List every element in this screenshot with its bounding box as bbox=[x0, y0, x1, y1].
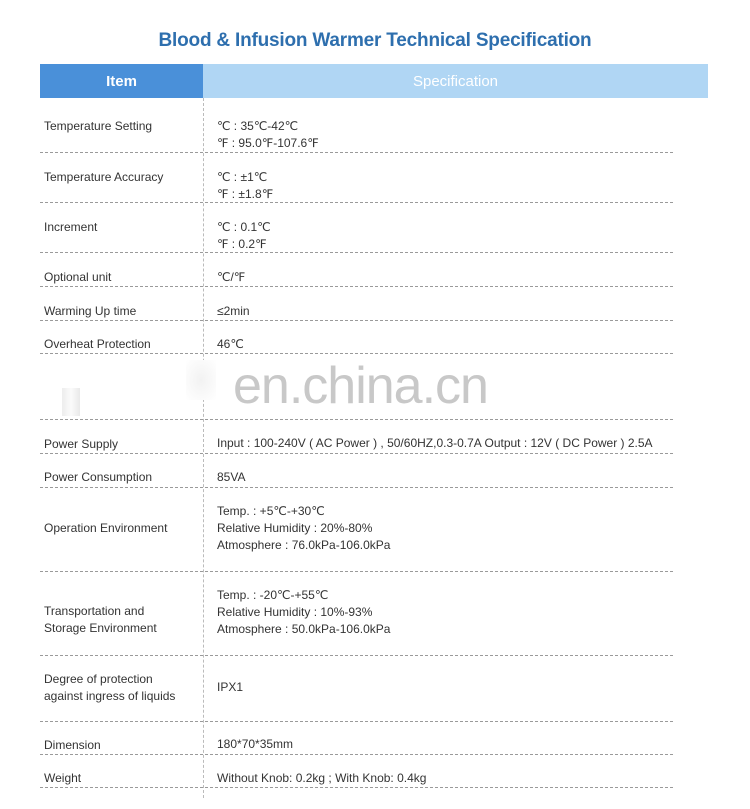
spec-value bbox=[217, 503, 390, 554]
spec-value-line: Temp. : +5℃-+30℃ bbox=[217, 504, 325, 518]
table-row bbox=[40, 754, 673, 788]
item-label bbox=[44, 671, 175, 705]
spec-value-line: Relative Humidity : 10%-93% bbox=[217, 605, 373, 619]
table-row bbox=[40, 98, 673, 153]
table-row bbox=[40, 152, 673, 203]
item-label bbox=[44, 336, 151, 353]
spec-value-line: Temp. : -20℃-+55℃ bbox=[217, 588, 329, 602]
table-row bbox=[40, 286, 673, 321]
spec-value bbox=[217, 679, 243, 696]
item-label-line: Operation Environment bbox=[44, 521, 168, 535]
item-label bbox=[44, 520, 167, 537]
item-label bbox=[44, 118, 152, 135]
item-label-line: Temperature Setting bbox=[44, 119, 153, 133]
spec-value-line: ℉ : 95.0℉-107.6℉ bbox=[217, 136, 319, 150]
watermark: en.china.cn bbox=[233, 357, 488, 415]
table-row bbox=[40, 453, 673, 488]
spec-value-line: 180*70*35mm bbox=[217, 737, 294, 751]
header-specification: Specification bbox=[203, 64, 708, 98]
item-label bbox=[44, 269, 111, 286]
spec-value-line: ℃ : 0.1℃ bbox=[217, 220, 271, 234]
spec-value-line: 85VA bbox=[217, 470, 246, 484]
spec-value-line: Atmosphere : 76.0kPa-106.0kPa bbox=[217, 538, 391, 552]
table-row bbox=[40, 487, 673, 572]
item-label bbox=[44, 469, 152, 486]
spec-value-line: ℉ : ±1.8℉ bbox=[217, 187, 274, 201]
table-row bbox=[40, 320, 673, 354]
header-item: Item bbox=[40, 64, 203, 98]
watermark-fragment bbox=[62, 388, 80, 416]
spec-value bbox=[217, 269, 245, 286]
spec-value bbox=[217, 736, 293, 753]
spec-value-line: Relative Humidity : 20%-80% bbox=[217, 521, 373, 535]
item-label-line: Power Supply bbox=[44, 437, 119, 451]
spec-value-line: ℃ : 35℃-42℃ bbox=[217, 119, 299, 133]
spec-value bbox=[217, 336, 244, 353]
item-label bbox=[44, 436, 118, 453]
page-title: Blood & Infusion Warmer Technical Specification bbox=[158, 30, 592, 51]
item-label bbox=[44, 603, 157, 637]
item-label bbox=[44, 169, 163, 186]
spec-value-line: Input : 100-240V ( AC Power ) , 50/60HZ,0.3-0.7A Output : 12V ( DC Power ) 2.5A bbox=[217, 436, 653, 450]
spec-value bbox=[217, 587, 390, 638]
item-label-line: Storage Environment bbox=[44, 621, 157, 635]
spec-value-line: ℃ : ±1℃ bbox=[217, 170, 268, 184]
table-row bbox=[40, 252, 673, 287]
spec-value-line: ℃/℉ bbox=[217, 270, 246, 284]
spec-value bbox=[217, 169, 273, 203]
table-row bbox=[40, 419, 673, 454]
item-label-line: against ingress of liquids bbox=[44, 689, 176, 703]
item-label bbox=[44, 303, 136, 320]
spec-value-line: ℉ : 0.2℉ bbox=[217, 237, 267, 251]
table-row bbox=[40, 202, 673, 253]
spec-value-line: Without Knob: 0.2kg ; With Knob: 0.4kg bbox=[217, 771, 427, 785]
item-label-line: Overheat Protection bbox=[44, 337, 151, 351]
item-label bbox=[44, 219, 97, 236]
item-label-line: Temperature Accuracy bbox=[44, 170, 164, 184]
spec-value bbox=[217, 469, 245, 486]
table-header bbox=[40, 64, 708, 98]
table-row bbox=[40, 655, 673, 722]
item-label bbox=[44, 770, 81, 787]
spec-value bbox=[217, 770, 426, 787]
item-label-line: Degree of protection bbox=[44, 672, 153, 686]
item-label-line: Optional unit bbox=[44, 270, 112, 284]
spec-value bbox=[217, 118, 319, 152]
table-row bbox=[40, 571, 673, 656]
item-label-line: Weight bbox=[44, 771, 82, 785]
item-label-line: Power Consumption bbox=[44, 470, 153, 484]
spec-value bbox=[217, 435, 653, 452]
spec-value-line: IPX1 bbox=[217, 680, 244, 694]
item-label bbox=[44, 737, 101, 754]
spec-value bbox=[217, 219, 271, 253]
spec-value-line: 46℃ bbox=[217, 337, 244, 351]
item-label-line: Increment bbox=[44, 220, 98, 234]
item-label-line: Warming Up time bbox=[44, 304, 137, 318]
watermark-fragment bbox=[186, 360, 216, 400]
spec-value-line: Atmosphere : 50.0kPa-106.0kPa bbox=[217, 622, 391, 636]
table-row bbox=[40, 721, 673, 755]
spec-value-line: ≤2min bbox=[217, 304, 250, 318]
item-label-line: Dimension bbox=[44, 738, 101, 752]
spec-value bbox=[217, 303, 250, 320]
item-label-line: Transportation and bbox=[44, 604, 145, 618]
